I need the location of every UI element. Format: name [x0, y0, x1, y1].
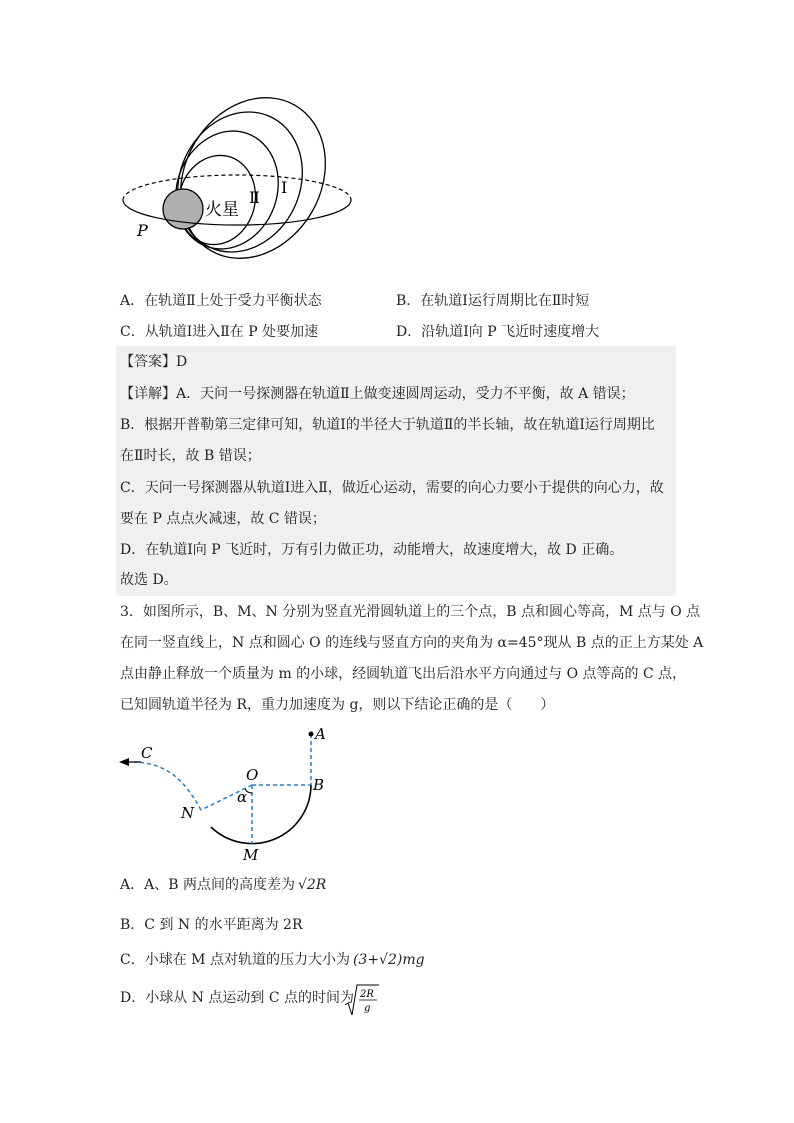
circular-track	[211, 785, 311, 844]
q3-option-a-text: A．A、B 两点间的高度差为	[120, 877, 295, 893]
q3-option-a	[120, 875, 326, 895]
q2-option-c: C．从轨道Ⅰ进入Ⅱ在 P 处要加速	[120, 324, 319, 340]
q3-line-1: 3．如图所示，B、M、N 分别为竖直光滑圆轨道上的三个点，B 点和圆心等高，M 点与 O 点	[120, 604, 701, 620]
q2-option-d: D．沿轨道Ⅰ向 P 飞近时速度增大	[396, 324, 600, 340]
planet-label: 火星	[205, 200, 239, 220]
explanation-d: D．在轨道Ⅰ向 P 飞近时，万有引力做正功，动能增大，故速度增大，故 D 正确。	[120, 542, 624, 558]
label-m: M	[243, 846, 259, 864]
q3-option-c	[120, 950, 425, 970]
q3-line-2: 在同一竖直线上，N 点和圆心 O 的连线与竖直方向的夹角为 α=45°现从 B 点的正上方某处 A	[120, 635, 704, 651]
q3-option-b: B．C 到 N 的水平距离为 2R	[120, 917, 303, 933]
explanation-b-2: 在Ⅱ时长，故 B 错误；	[120, 448, 261, 464]
explanation-a: 【详解】A．天问一号探测器在轨道Ⅱ上做变速圆周运动，受力不平衡，故 A 错误；	[120, 386, 635, 402]
q3-line-4: 已知圆轨道半径为 R，重力加速度为 g，则以下结论正确的是（ ）	[120, 697, 555, 713]
conclusion: 故选 D。	[120, 572, 178, 588]
trajectory-n-to-c	[135, 762, 201, 810]
track-diagram	[115, 722, 340, 867]
plane-ellipse-back	[123, 175, 351, 200]
label-a: A	[315, 725, 326, 743]
q3-option-c-text: C．小球在 M 点对轨道的压力大小为	[120, 952, 350, 968]
orbit-label-i: Ⅰ	[281, 178, 288, 197]
arrow-head	[119, 758, 129, 766]
sqrt-fraction	[344, 983, 380, 1019]
label-b: B	[313, 776, 325, 794]
q2-option-a: A．在轨道Ⅱ上处于受力平衡状态	[120, 293, 322, 309]
q2-option-b: B．在轨道Ⅰ运行周期比在Ⅱ时短	[396, 293, 590, 309]
orbit-label-ii: Ⅱ	[249, 188, 260, 207]
q3-option-d-text: D．小球从 N 点运动到 C 点的时间为	[120, 990, 354, 1006]
label-o: O	[246, 766, 259, 784]
label-c: C	[141, 744, 153, 762]
explanation-c-1: C．天问一号探测器从轨道Ⅰ进入Ⅱ，做近心运动，需要的向心力要小于提供的向心力，故	[120, 480, 664, 496]
label-n: N	[181, 804, 195, 822]
fraction-denominator: g	[364, 1003, 371, 1014]
point-a	[309, 732, 314, 737]
explanation-c-2: 要在 P 点点火减速，故 C 错误；	[120, 511, 326, 527]
point-p-label: P	[137, 221, 148, 240]
label-alpha: α	[237, 788, 248, 806]
fraction-numerator: 2R	[360, 989, 374, 1000]
explanation-b-1: B．根据开普勒第三定律可知，轨道Ⅰ的半径大于轨道Ⅱ的半长轴，故在轨道Ⅰ运行周期比	[120, 417, 655, 433]
q3-line-3: 点由静止释放一个质量为 m 的小球，经圆轨道飞出后沿水平方向通过与 O 点等高的 C 点，	[120, 666, 687, 682]
answer-line: 【答案】D	[120, 354, 188, 370]
q3-option-d	[120, 988, 354, 1008]
orbit-diagram	[115, 90, 360, 275]
q3-option-a-math: √2R	[297, 877, 327, 893]
q3-option-c-math: (3+√2)mg	[352, 952, 425, 968]
